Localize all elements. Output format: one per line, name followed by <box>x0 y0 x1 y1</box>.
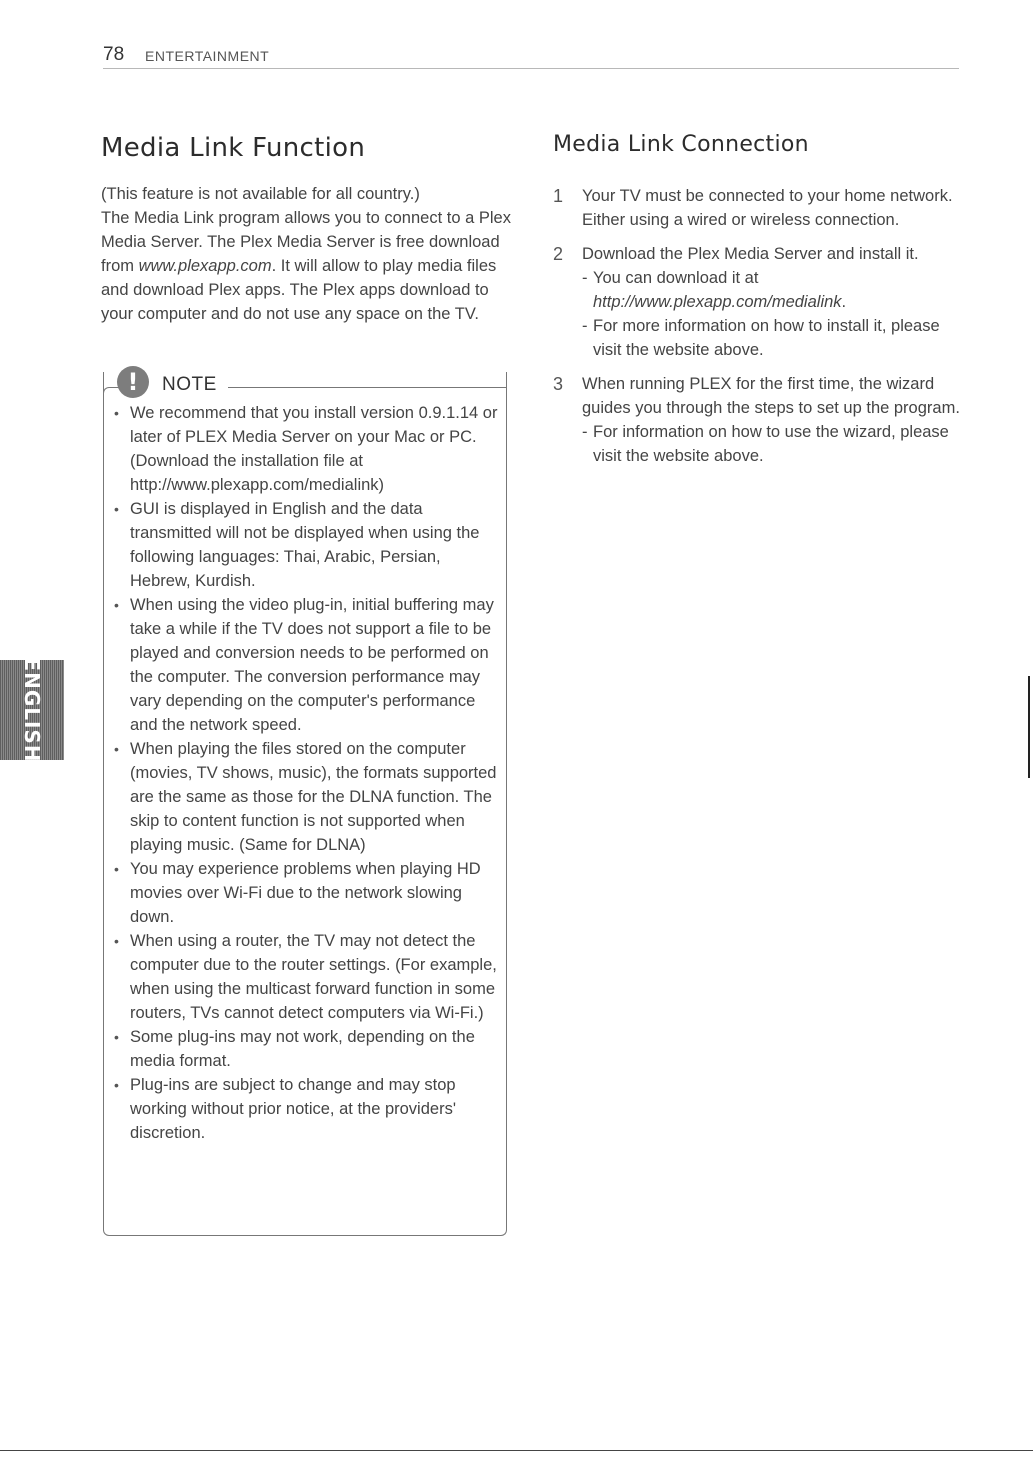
intro-part-1: The Media Link program allows you to connect to a Plex Media Server. The Plex Media Server is free download from <box>101 209 511 275</box>
plex-url: www.plexapp.com <box>138 257 272 275</box>
step-subnote <box>582 314 963 362</box>
media-link-connection-title: Media Link Connection <box>553 132 809 157</box>
note-rule-right <box>228 387 507 388</box>
note-box-corner <box>103 387 119 397</box>
step-item <box>553 372 963 468</box>
edge-mark <box>1028 676 1030 778</box>
step-item <box>553 242 963 362</box>
section-name: ENTERTAINMENT <box>145 48 270 64</box>
step-item <box>553 184 963 232</box>
sub-dash: - <box>582 423 588 441</box>
note-item: • When playing the files stored on the computer (movies, TV shows, music), the formats supported are the same as those for the DLNA function. The skip to content function is not supported when playing music. (Same for DLNA) <box>112 737 498 857</box>
medialink-url: http://www.plexapp.com/medialink <box>593 293 842 311</box>
note-item: • When using a router, the TV may not detect the computer due to the router settings. (For example, when using the multicast forward function in some routers, TVs cannot detect computers via Wi-Fi.) <box>112 929 498 1025</box>
connection-steps <box>553 184 963 478</box>
sub-text: For more information on how to install it, please visit the website above. <box>593 317 940 359</box>
sub-text: You can download it at <box>593 269 759 287</box>
intro-text <box>101 182 519 326</box>
sub-dash: - <box>582 317 588 335</box>
intro-part-2: . It will allow to play media files and download Plex apps. The Plex apps download to your computer and do not use any space on the TV. <box>101 257 497 323</box>
note-item: • Plug-ins are subject to change and may stop working without prior notice, at the providers' discretion. <box>112 1073 498 1145</box>
intro-paragraph <box>101 206 519 326</box>
note-list <box>112 401 498 1145</box>
step-subnote <box>582 266 963 314</box>
page-number: 78 <box>103 44 125 65</box>
note-item: • Some plug-ins may not work, depending on the media format. <box>112 1025 498 1073</box>
step-subnote <box>582 420 963 468</box>
media-link-function-title: Media Link Function <box>101 133 366 163</box>
step-text: Your TV must be connected to your home network. Either using a wired or wireless connection. <box>582 187 953 229</box>
sub-text: For information on how to use the wizard, please visit the website above. <box>593 423 949 465</box>
bottom-rule <box>0 1450 1033 1451</box>
language-tab <box>0 657 64 763</box>
note-label: NOTE <box>162 374 221 396</box>
step-number: 3 <box>553 374 564 394</box>
note-item: • You may experience problems when playing HD movies over Wi-Fi due to the network slowing down. <box>112 857 498 929</box>
step-text: Download the Plex Media Server and install it. <box>582 245 919 263</box>
language-tab-label: ENGLISH <box>20 657 44 763</box>
sub-text: . <box>841 293 847 311</box>
note-item: • We recommend that you install version 0.9.1.14 or later of PLEX Media Server on your Mac or PC. (Download the installation file at http://www.plexapp.com/medialink) <box>112 401 498 497</box>
exclamation-icon: ! <box>117 366 149 398</box>
note-item: • GUI is displayed in English and the data transmitted will not be displayed when using the following languages: Thai, Arabic, Persian, Hebrew, Kurdish. <box>112 497 498 593</box>
step-number: 2 <box>553 244 564 264</box>
availability-note: (This feature is not available for all country.) <box>101 185 420 203</box>
step-text: When running PLEX for the first time, the wizard guides you through the steps to set up the program. <box>582 375 960 417</box>
step-number: 1 <box>553 186 564 206</box>
note-item: • When using the video plug-in, initial buffering may take a while if the TV does not support a file to be played and conversion needs to be performed on the computer. The conversion performance may vary depending on the computer's performance and the network speed. <box>112 593 498 737</box>
page-header <box>103 40 959 69</box>
sub-dash: - <box>582 269 588 287</box>
